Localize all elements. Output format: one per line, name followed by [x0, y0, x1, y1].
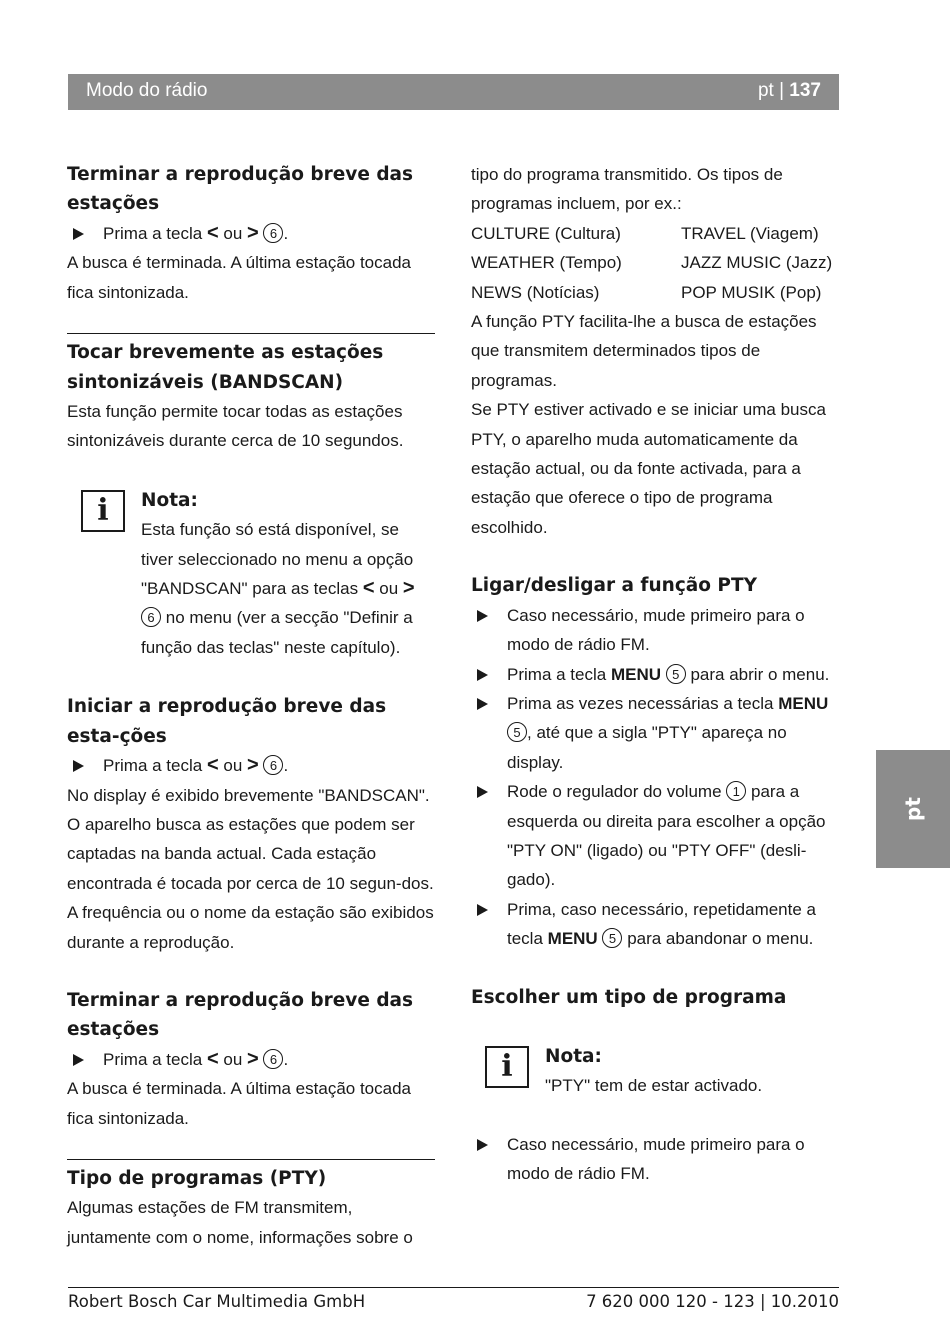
- heading-start-scan: Iniciar a reprodução breve das esta-ções: [67, 696, 387, 747]
- menu-key-label: MENU: [778, 693, 829, 713]
- key-number-badge: 6: [263, 1049, 283, 1069]
- key-number-badge: 6: [141, 607, 161, 627]
- bullet-arrow-icon: [477, 786, 488, 798]
- bullet-exit-menu: Prima, caso necessário, repetidamente a tecla MENU 5 para abandonar o menu.: [471, 895, 839, 954]
- key-number-badge: 6: [263, 223, 283, 243]
- pty-type: WEATHER (Tempo): [471, 253, 622, 273]
- info-icon: i: [81, 490, 125, 532]
- heading-end-scan-2: Terminar a reprodução breve das estações: [67, 989, 414, 1041]
- bullet-press-menu-repeat: Prima as vezes necessárias a tecla MENU 5 , até que a sigla "PTY" apareça no display.: [471, 689, 839, 777]
- key-number-badge: 5: [602, 928, 622, 948]
- footer-doc-number: 7 620 000 120 - 123 | 10.2010: [586, 1292, 839, 1311]
- chevron-right-icon: >: [402, 577, 415, 600]
- page-number-value: 137: [789, 80, 821, 101]
- language-code: pt |: [757, 80, 785, 101]
- bullet-press-key-2: Prima a tecla < ou > 6 .: [67, 751, 435, 780]
- bullet-arrow-icon: [477, 904, 488, 916]
- bullet-rotate-volume: Rode o regulador do volume 1 para a esquerda ou direita para escolher a opção "PTY ON" (ligado) ou "PTY OFF" (desli-gado).: [471, 777, 839, 895]
- paragraph-start-scan: No display é exibido brevemente "BANDSCAN". O aparelho busca as estações que podem ser captadas na banda actual. Cada estação encontrada é tocada por cerca de 10 segun-dos. A frequência ou o nome da estação são exibidos durante a reprodução.: [67, 785, 434, 952]
- chevron-left-icon: <: [206, 754, 219, 777]
- footer-divider: [68, 1287, 839, 1288]
- key-number-badge: 5: [507, 722, 527, 742]
- pty-type: JAZZ MUSIC (Jazz): [681, 253, 833, 273]
- chevron-left-icon: <: [206, 1047, 219, 1070]
- bullet-arrow-icon: [477, 610, 488, 622]
- page-number: [758, 80, 821, 102]
- side-tab-label: pt: [901, 797, 925, 821]
- pty-type: POP MUSIK (Pop): [681, 282, 822, 302]
- pty-type: CULTURE (Cultura): [471, 223, 621, 243]
- note-title: Nota:: [141, 489, 198, 511]
- chevron-right-icon: >: [247, 754, 259, 777]
- footer-company: Robert Bosch Car Multimedia GmbH: [68, 1292, 366, 1311]
- bullet-arrow-icon: [477, 669, 488, 681]
- note-text: Esta função só está disponível, se tiver seleccionado no menu a opção "BANDSCAN" para as teclas < ou > 6 no menu (ver a secção "Definir a função das teclas" neste capítulo).: [141, 520, 415, 657]
- left-column: [67, 160, 435, 1252]
- bullet-press-key-1: [67, 219, 435, 248]
- bullet-text: Prima a tecla: [103, 224, 203, 243]
- chevron-right-icon: >: [247, 1047, 259, 1070]
- right-column: [471, 160, 839, 1189]
- paragraph-end-scan-1: A busca é terminada. A última estação tocada fica sintonizada.: [67, 253, 411, 302]
- section-title: Modo do rádio: [86, 80, 208, 101]
- paragraph-pty-types: tipo do programa transmitido. Os tipos de programas incluem, por ex.:: [471, 165, 783, 214]
- note-text: "PTY" tem de estar activado.: [545, 1076, 763, 1096]
- heading-pty: Tipo de programas (PTY): [67, 1167, 327, 1189]
- bullet-press-menu: Prima a tecla MENU 5 para abrir o menu.: [471, 660, 839, 689]
- heading-bandscan: Tocar brevemente as estações sintonizáveis (BANDSCAN): [67, 342, 384, 393]
- menu-key-label: MENU: [547, 929, 598, 949]
- chevron-left-icon: <: [362, 577, 375, 600]
- pty-type: NEWS (Notícias): [471, 282, 600, 302]
- note-box-1: [67, 486, 435, 662]
- note-box-2: [471, 1042, 839, 1101]
- bullet-text-end: .: [283, 224, 289, 243]
- paragraph-end-scan-2: A busca é terminada. A última estação tocada fica sintonizada.: [67, 1079, 411, 1128]
- info-icon: i: [485, 1046, 529, 1088]
- paragraph-bandscan: Esta função permite tocar todas as estações sintonizáveis durante cerca de 10 segundos.: [67, 402, 404, 451]
- paragraph-pty-function: A função PTY facilita-lhe a busca de estações que transmitem determinados tipos de programas.: [471, 312, 817, 390]
- note-title: Nota:: [545, 1045, 602, 1067]
- bullet-text-or: ou: [223, 224, 243, 243]
- pty-types-table: [471, 219, 839, 307]
- bullet-arrow-icon: [73, 1054, 84, 1066]
- heading-choose-type: Escolher um tipo de programa: [471, 986, 787, 1008]
- heading-pty-toggle: Ligar/desligar a função PTY: [471, 575, 758, 597]
- bullet-press-key-3: Prima a tecla < ou > 6 .: [67, 1045, 435, 1074]
- bullet-switch-fm-2: Caso necessário, mude primeiro para o modo de rádio FM.: [471, 1130, 839, 1189]
- bullet-arrow-icon: [477, 698, 488, 710]
- heading-end-scan-1: Terminar a reprodução breve das estações: [67, 164, 414, 215]
- key-number-badge: 1: [726, 781, 746, 801]
- key-number-badge: 6: [263, 755, 283, 775]
- chevron-left-icon: <: [206, 222, 219, 244]
- page-header: [68, 74, 839, 110]
- bullet-arrow-icon: [477, 1139, 488, 1151]
- bullet-arrow-icon: [73, 228, 84, 240]
- bullet-arrow-icon: [73, 760, 84, 772]
- language-side-tab: [876, 750, 950, 868]
- bullet-switch-fm-1: Caso necessário, mude primeiro para o modo de rádio FM.: [471, 601, 839, 660]
- pty-type: TRAVEL (Viagem): [681, 223, 819, 243]
- menu-key-label: MENU: [610, 664, 661, 684]
- paragraph-pty-intro: Algumas estações de FM transmitem, juntamente com o nome, informações sobre o: [67, 1198, 413, 1247]
- paragraph-pty-search: Se PTY estiver activado e se iniciar uma busca PTY, o aparelho muda automaticamente da estação actual, ou da fonte activada, para a estação que oferece o tipo de programa escolhido.: [471, 400, 826, 537]
- chevron-right-icon: >: [247, 222, 259, 244]
- key-number-badge: 5: [666, 664, 686, 684]
